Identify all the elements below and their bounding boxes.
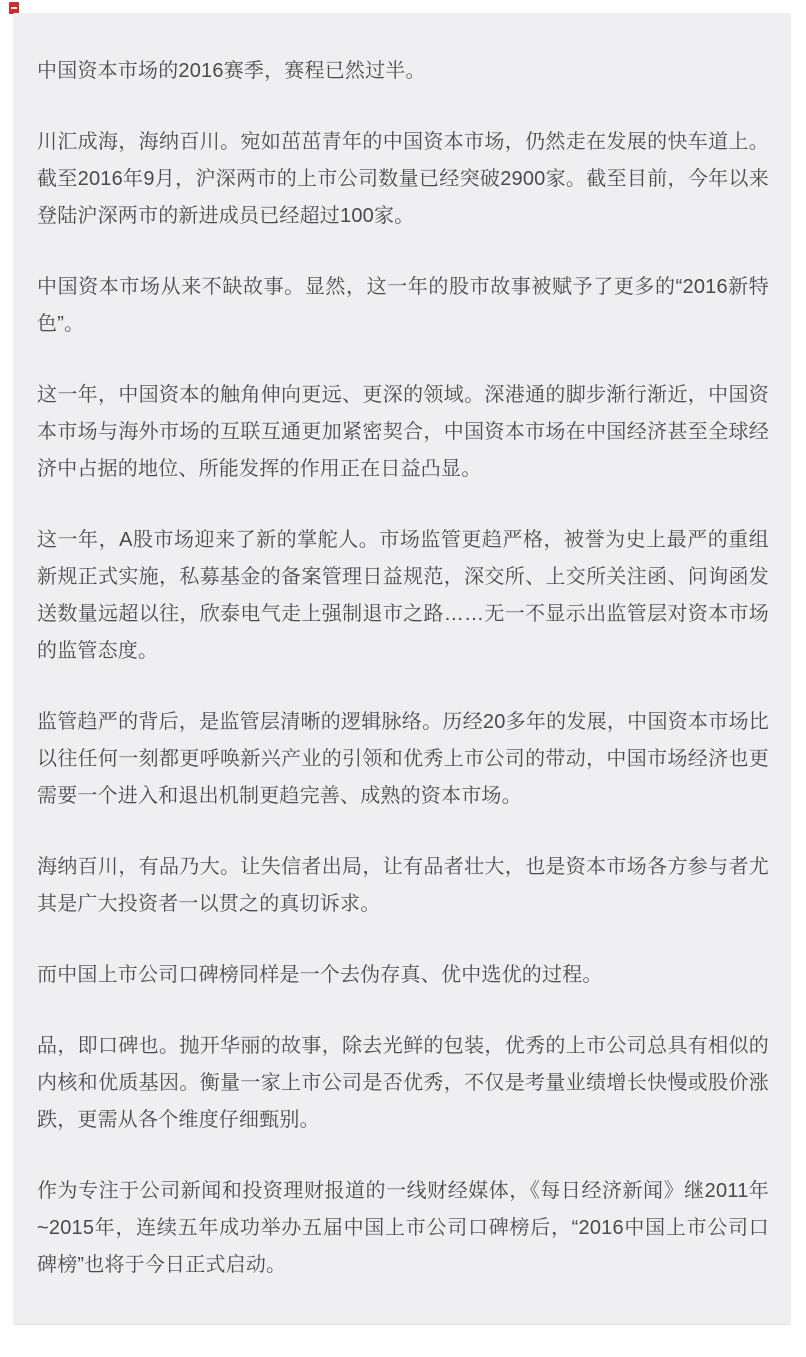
paragraph: 作为专注于公司新闻和投资理财报道的一线财经媒体，《每日经济新闻》继2011年~2015年，连续五年成功举办五届中国上市公司口碑榜后，“2016中国上市公司口碑榜”也将于今日正式启动。: [37, 1180, 769, 1276]
paragraph: 中国资本市场的2016赛季，赛程已然过半。: [37, 60, 426, 82]
paragraph: 中国资本市场从来不缺故事。显然，这一年的股市故事被赋予了更多的“2016新特色”。: [37, 276, 769, 335]
paragraph: 品，即口碑也。抛开华丽的故事，除去光鲜的包装，优秀的上市公司总具有相似的内核和优质基因。衡量一家上市公司是否优秀，不仅是考量业绩增长快慢或股价涨跌，更需从各个维度仔细甄别。: [37, 1035, 769, 1131]
paragraph: 这一年，A股市场迎来了新的掌舵人。市场监管更趋严格，被誉为史上最严的重组新规正式实施，私募基金的备案管理日益规范，深交所、上交所关注函、问询函发送数量远超以往，欣泰电气走上强制退市之路……无一不显示出监管层对资本市场的监管态度。: [37, 529, 769, 662]
article-card: [13, 13, 791, 1324]
paragraph: 这一年，中国资本的触角伸向更远、更深的领域。深港通的脚步渐行渐近，中国资本市场与海外市场的互联互通更加紧密契合，中国资本市场在中国经济甚至全球经济中占据的地位、所能发挥的作用正在日益凸显。: [37, 384, 769, 480]
paragraph: 而中国上市公司口碑榜同样是一个去伪存真、优中选优的过程。: [37, 964, 603, 986]
paragraph: 监管趋严的背后，是监管层清晰的逻辑脉络。历经20多年的发展，中国资本市场比以往任何一刻都更呼唤新兴产业的引领和优秀上市公司的带动，中国市场经济也更需要一个进入和退出机制更趋完善、成熟的资本市场。: [37, 711, 769, 807]
paragraph: 川汇成海，海纳百川。宛如茁茁青年的中国资本市场，仍然走在发展的快车道上。截至2016年9月，沪深两市的上市公司数量已经突破2900家。截至目前，今年以来登陆沪深两市的新进成员已经超过100家。: [37, 131, 769, 227]
paragraph: 海纳百川，有品乃大。让失信者出局，让有品者壮大，也是资本市场各方参与者尤其是广大投资者一以贯之的真切诉求。: [37, 856, 769, 915]
